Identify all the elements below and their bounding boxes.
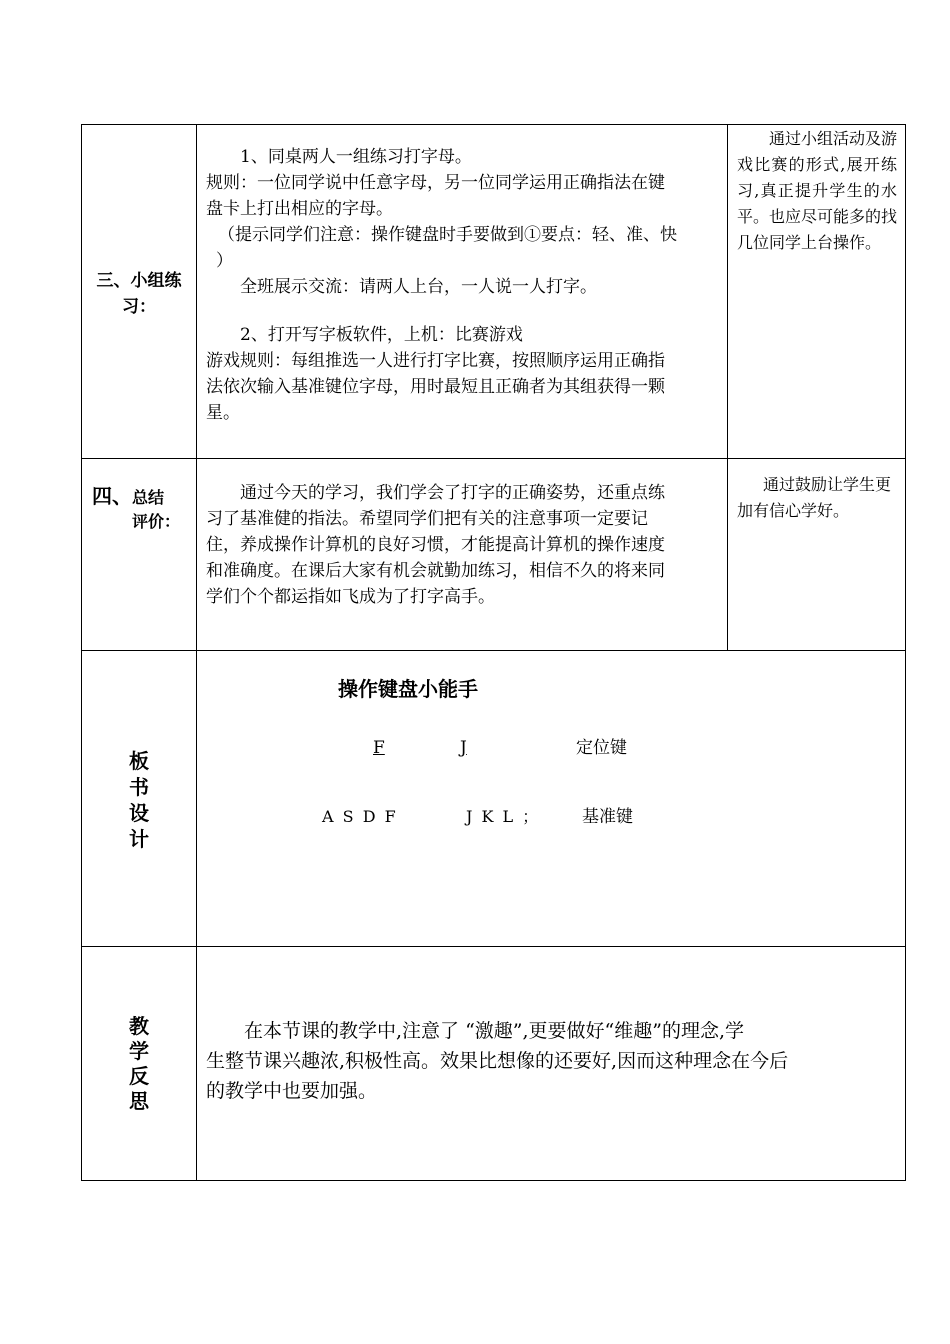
- board-label-3: 设: [129, 801, 149, 825]
- reflection-label-4: 思: [129, 1089, 149, 1113]
- section4-line-b: 习了基准健的指法。希望同学们把有关的注意事项一定要记: [206, 509, 648, 529]
- hint-b: ）: [216, 251, 233, 271]
- section3-note: [737, 126, 897, 256]
- item1-rule-a: 规则：一位同学说中任意字母，另一位同学运用正确指法在键: [206, 173, 665, 193]
- home-keys-label: 基准键: [582, 807, 633, 827]
- section4-note-text: 通过鼓励让学生更加有信心学好。: [737, 475, 892, 520]
- section4-line-c: 住，养成操作计算机的良好习惯，才能提高计算机的操作速度: [206, 535, 665, 555]
- game-rule-b: 法依次输入基准键位字母，用时最短且正确者为其组获得一颗: [206, 377, 665, 397]
- board-title: 操作键盘小能手: [338, 677, 478, 701]
- section4-content: [206, 480, 721, 610]
- positioning-key-label: 定位键: [576, 738, 627, 758]
- key-f: F: [373, 738, 385, 758]
- board-label: [84, 748, 194, 852]
- home-keys-right: J K L ；: [466, 807, 541, 826]
- reflection-label-2: 学: [129, 1039, 149, 1063]
- section4-label-num: 四、: [92, 484, 132, 508]
- game-rule-c: 星。: [206, 403, 240, 423]
- section3-note-text: 通过小组活动及游戏比赛的形式,展开练习,真正提升学生的水平。也应尽可能多的找几位同学上台操作。: [737, 129, 898, 252]
- reflection-line-3: 的教学中也要加强。: [206, 1080, 378, 1102]
- board-label-4: 计: [129, 827, 149, 851]
- item1-title: 1、同桌两人一组练习打字母。: [240, 147, 472, 167]
- section4-line-d: 和准确度。在课后大家有机会就勤加练习，相信不久的将来同: [206, 561, 665, 581]
- reflection-line-2: 生整节课兴趣浓,积极性高。效果比想像的还要好,因而这种理念在今后: [206, 1050, 789, 1072]
- section4-line-e: 学们个个都运指如飞成为了打字高手。: [206, 587, 495, 607]
- showcase: 全班展示交流：请两人上台，一人说一人打字。: [240, 277, 597, 297]
- section3-content: [206, 144, 721, 426]
- section3-label-line1: 三、小组练: [96, 271, 182, 291]
- key-j: J: [460, 738, 467, 758]
- section4-line-a: 通过今天的学习，我们学会了打字的正确姿势，还重点练: [240, 483, 665, 503]
- reflection-label-3: 反: [129, 1064, 149, 1088]
- reflection-content: [206, 1016, 900, 1106]
- section4-label: [92, 484, 192, 534]
- home-keys-left: A S D F: [322, 807, 398, 826]
- reflection-label-1: 教: [129, 1014, 149, 1038]
- section4-note: [737, 472, 897, 524]
- section4-label-a: 总结: [132, 488, 165, 507]
- section3-label-line2: 习：: [122, 297, 156, 317]
- reflection-label: [84, 1014, 194, 1114]
- section3-label: [84, 268, 194, 320]
- item1-rule-b: 盘卡上打出相应的字母。: [206, 199, 393, 219]
- board-label-1: 板: [129, 749, 149, 773]
- item2-title: 2、打开写字板软件，上机：比赛游戏: [240, 325, 523, 345]
- board-label-2: 书: [129, 775, 149, 799]
- game-rule-a: 游戏规则：每组推选一人进行打字比赛，按照顺序运用正确指: [206, 351, 665, 371]
- reflection-line-1: 在本节课的教学中,注意了 “激趣”,更要做好“维趣”的理念,学: [244, 1020, 745, 1042]
- section4-label-b: 评价：: [132, 512, 181, 531]
- hint-a: （提示同学们注意：操作键盘时手要做到①要点：轻、准、快: [218, 225, 677, 245]
